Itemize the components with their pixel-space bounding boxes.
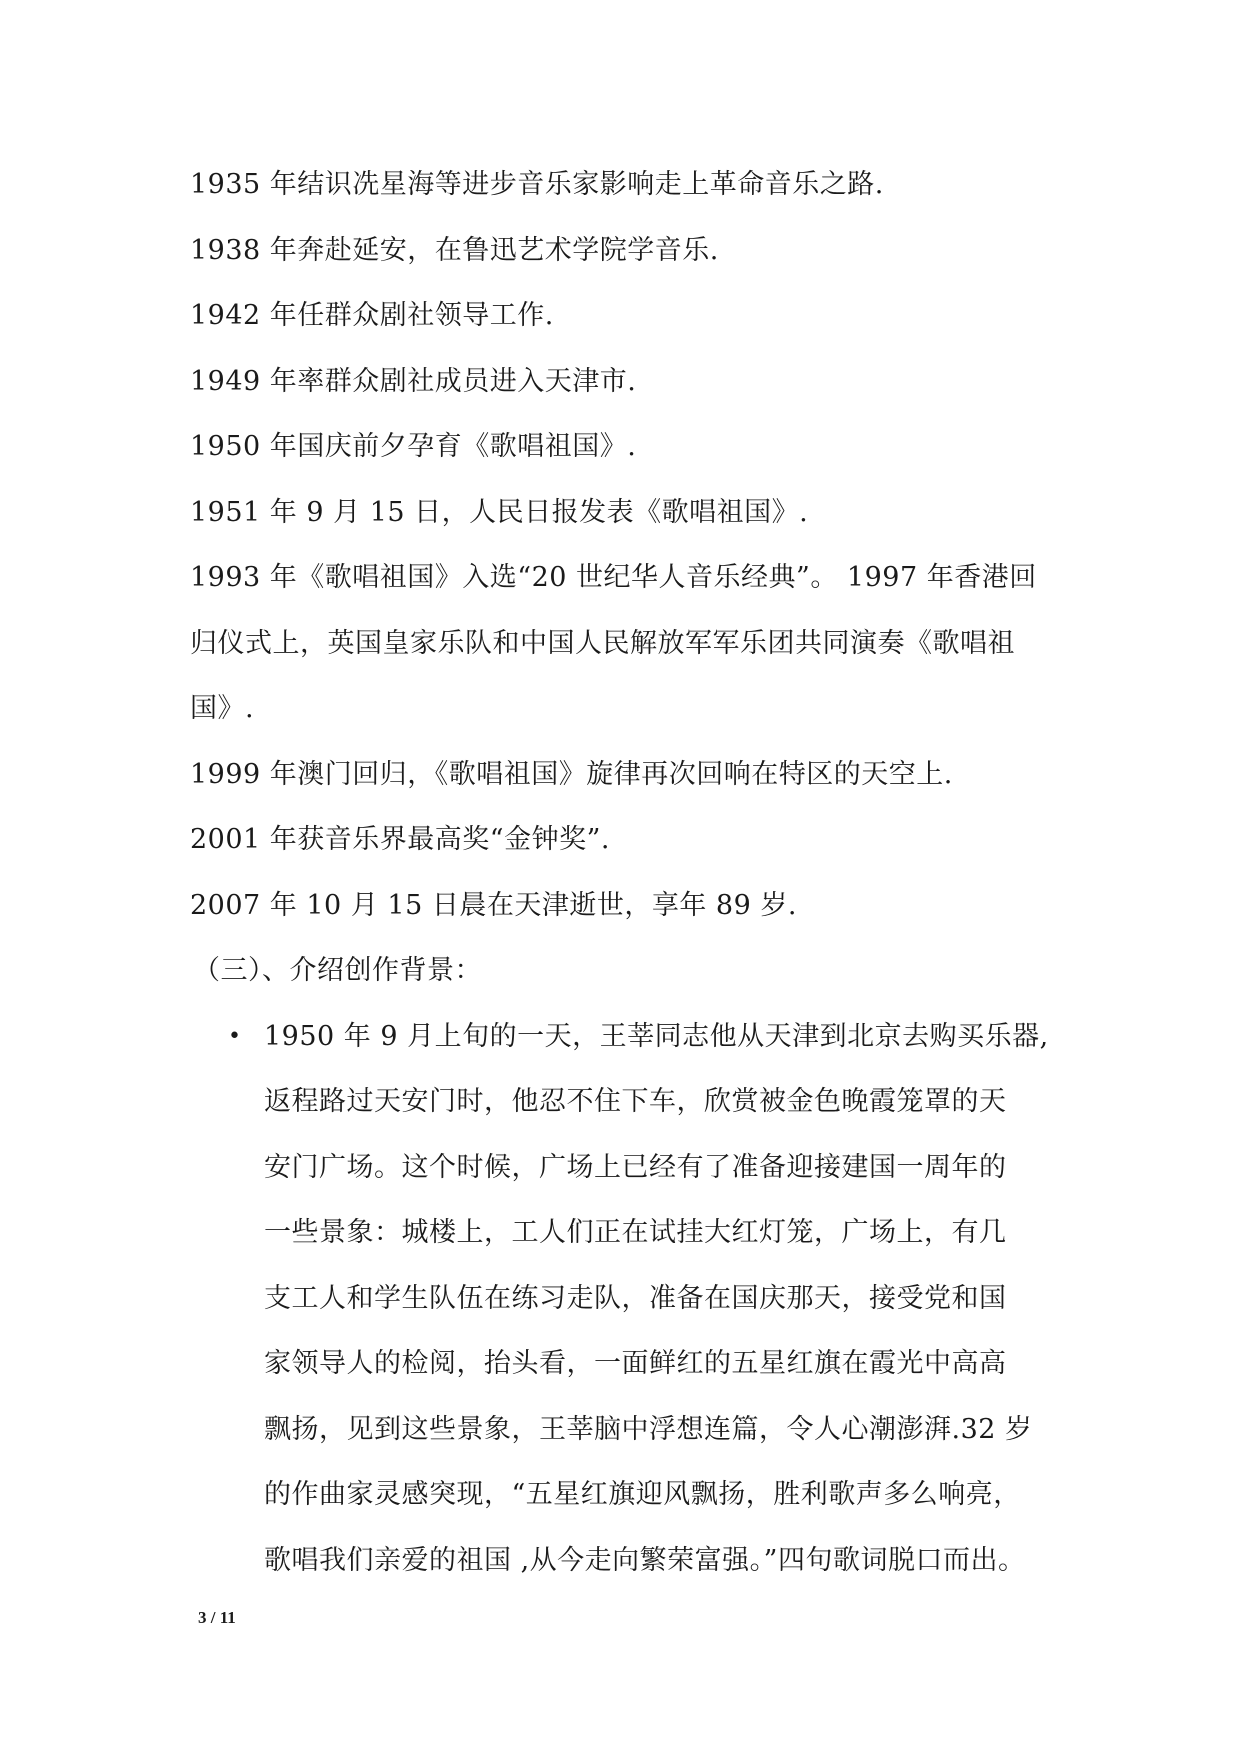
bullet-paragraph-line: 1950 年 9 月上旬的一天，王莘同志他从天津到北京去购买乐器,: [264, 1021, 1049, 1052]
bullet-paragraph-line: 飘扬，见到这些景象，王莘脑中浮想连篇，令人心潮澎湃.32 岁: [264, 1414, 1033, 1445]
section-heading: （三）、介绍创作背景：: [193, 955, 482, 986]
bullet-paragraph-line: 的作曲家灵感突现，“五星红旗迎风飘扬，胜利歌声多么响亮，: [264, 1479, 1021, 1510]
bullet-paragraph-line: 歌唱我们亲爱的祖国 ,从今走向繁荣富强。”四句歌词脱口而出。: [264, 1545, 1026, 1576]
bullet-paragraph-line: 返程路过天安门时，他忍不住下车，欣赏被金色晚霞笼罩的天: [264, 1086, 1007, 1117]
timeline-line-1949: 1949 年率群众剧社成员进入天津市.: [190, 366, 637, 397]
timeline-line-1951: 1951 年 9 月 15 日，人民日报发表《歌唱祖国》.: [190, 497, 809, 528]
bullet-paragraph-line: 一些景象：城楼上，工人们正在试挂大红灯笼，广场上，有几: [264, 1217, 1007, 1248]
bullet-paragraph-line: 支工人和学生队伍在练习走队，准备在国庆那天，接受党和国: [264, 1283, 1007, 1314]
timeline-line-2001: 2001 年获音乐界最高奖“金钟奖”.: [190, 824, 610, 855]
timeline-line-1993: 1993 年《歌唱祖国》入选“20 世纪华人音乐经典”。 1997 年香港回: [190, 562, 1037, 593]
bullet-paragraph-line: 家领导人的检阅，抬头看，一面鲜红的五星红旗在霞光中高高: [264, 1348, 1007, 1379]
timeline-line-1993-cont: 归仪式上，英国皇家乐队和中国人民解放军军乐团共同演奏《歌唱祖: [190, 628, 1015, 659]
timeline-line-1999: 1999 年澳门回归，《歌唱祖国》旋律再次回响在特区的天空上.: [190, 759, 953, 790]
bullet-paragraph-line: 安门广场。这个时候，广场上已经有了准备迎接建国一周年的: [264, 1152, 1007, 1183]
timeline-line-1935: 1935 年结识冼星海等进步音乐家影响走上革命音乐之路.: [190, 169, 884, 200]
timeline-line-1942: 1942 年任群众剧社领导工作.: [190, 300, 554, 331]
timeline-line-1938: 1938 年奔赴延安，在鲁迅艺术学院学音乐.: [190, 235, 719, 266]
page-number: 3 / 11: [198, 1608, 236, 1627]
timeline-line-1993-end: 国》.: [190, 693, 255, 724]
timeline-line-1950: 1950 年国庆前夕孕育《歌唱祖国》.: [190, 431, 637, 462]
bullet-marker: •: [228, 1024, 241, 1049]
timeline-line-2007: 2007 年 10 月 15 日晨在天津逝世，享年 89 岁.: [190, 890, 797, 921]
